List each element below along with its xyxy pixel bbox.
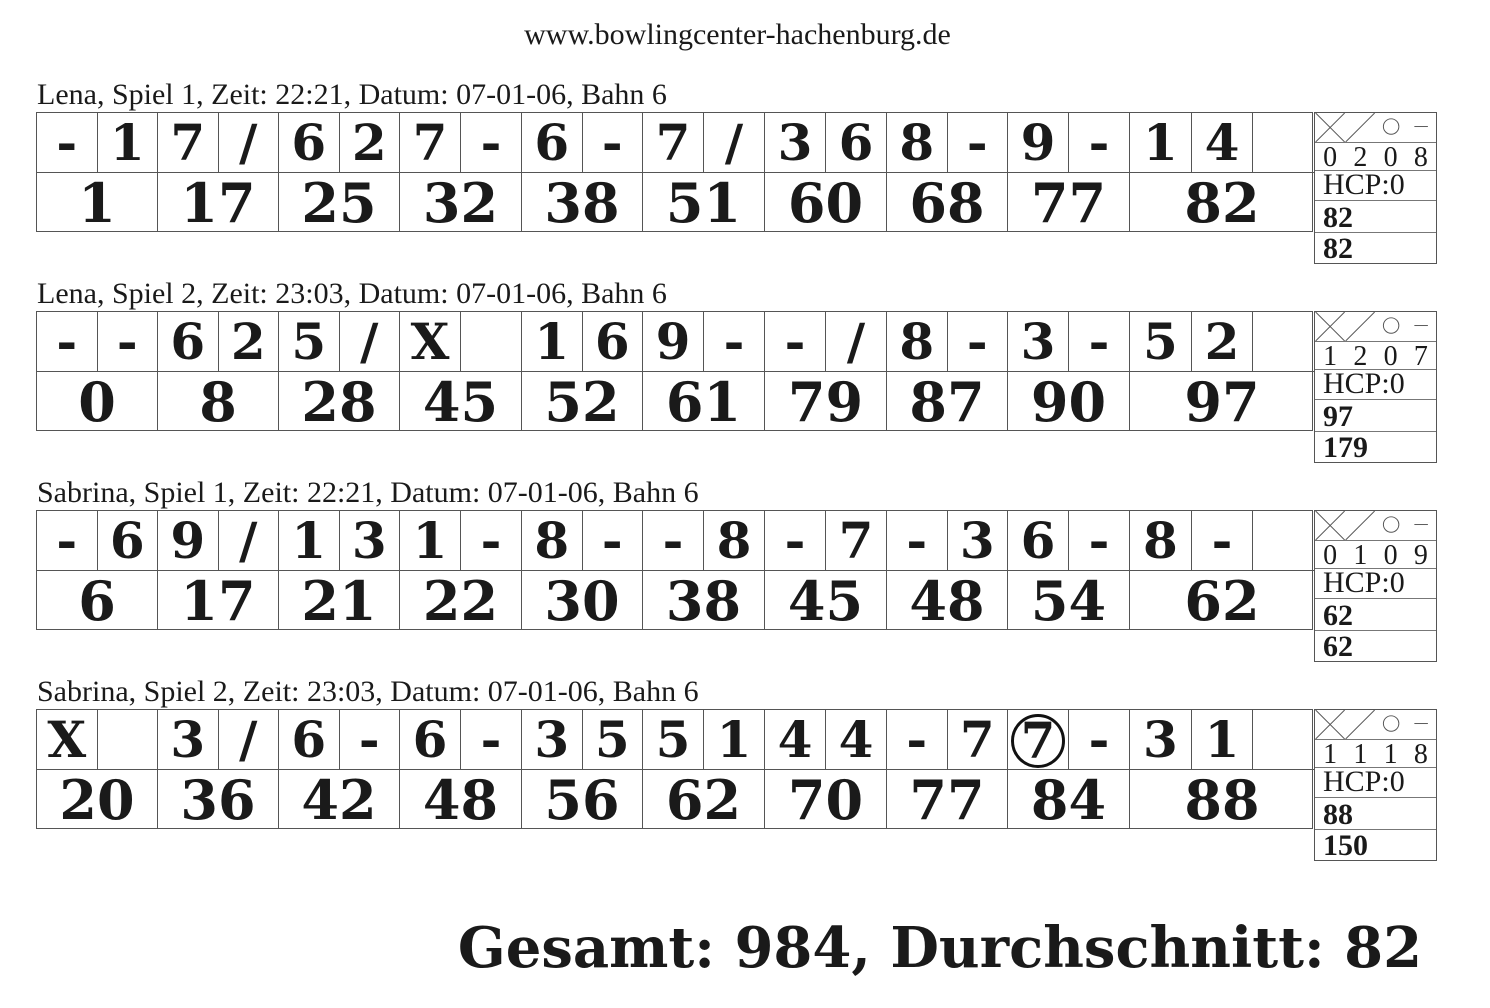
- frame-rolls: [279, 511, 399, 571]
- roll-2: 4: [1191, 113, 1253, 172]
- frame-rolls: [158, 710, 278, 770]
- stats-symbol-row: [1315, 312, 1436, 342]
- frame-3: [279, 511, 400, 633]
- stats-count: 8: [1413, 739, 1428, 770]
- split-roll: 7: [1011, 714, 1065, 768]
- miss-symbol-icon: [1406, 511, 1436, 540]
- roll-2: 2: [218, 312, 279, 371]
- roll-1: 5: [291, 312, 327, 371]
- frame-rolls: [887, 511, 1007, 571]
- roll-2: /: [339, 312, 400, 371]
- frame-rolls: [279, 113, 399, 173]
- miss-symbol-icon: [1406, 710, 1436, 739]
- frame-rolls: [279, 312, 399, 372]
- frame-cumulative-score: 22: [422, 569, 499, 633]
- frame-9: [1008, 511, 1130, 633]
- frame-cumulative-score: 42: [301, 768, 377, 832]
- stats-count: 0: [1323, 142, 1338, 173]
- roll-1: X: [410, 312, 450, 371]
- score-sheet: [36, 311, 1440, 466]
- stats-count: 1: [1323, 739, 1338, 770]
- roll-1: -: [662, 511, 684, 570]
- stats-symbol-row: [1315, 511, 1436, 541]
- frame-cumulative-score: 32: [422, 171, 499, 235]
- roll-2: 4: [825, 710, 886, 769]
- stats-count: 1: [1353, 540, 1368, 571]
- roll-1: 6: [170, 312, 206, 371]
- roll-1: -: [784, 312, 806, 371]
- roll-2: 1: [703, 710, 764, 769]
- frame-rolls: [522, 113, 642, 173]
- roll-1: 6: [291, 113, 327, 172]
- game-score: 97: [1315, 402, 1436, 432]
- roll-1: 8: [899, 312, 935, 371]
- stats-count: 0: [1323, 540, 1338, 571]
- frame-9: [1008, 312, 1130, 434]
- roll-1: 6: [291, 710, 327, 769]
- frame-rolls: [1130, 511, 1314, 571]
- frame-8: [887, 312, 1008, 434]
- roll-3: [1252, 113, 1314, 172]
- roll-2: -: [460, 113, 521, 172]
- roll-1: 5: [655, 710, 691, 769]
- split-symbol-icon: [1376, 113, 1406, 142]
- frame-cumulative-score: 28: [301, 370, 377, 434]
- stats-counts: [1315, 740, 1436, 768]
- frame-cumulative-score: 17: [180, 171, 256, 235]
- frame-rolls: [522, 312, 642, 372]
- frame-2: [158, 710, 279, 832]
- split-symbol-icon: [1376, 312, 1406, 341]
- roll-2: -: [947, 113, 1008, 172]
- frame-rolls: [158, 312, 278, 372]
- frame-cumulative-score: 21: [301, 569, 377, 633]
- roll-1: 3: [534, 710, 570, 769]
- stats-count: 2: [1353, 341, 1368, 372]
- roll-2: /: [218, 113, 279, 172]
- frame-cumulative-score: 45: [422, 370, 499, 434]
- roll-2: -: [1068, 113, 1129, 172]
- miss-symbol-icon: [1406, 312, 1436, 341]
- stats-count: 0: [1383, 341, 1398, 372]
- frame-rolls: [1130, 113, 1314, 173]
- frame-cumulative-score: 84: [1030, 768, 1107, 832]
- frame-rolls: [887, 710, 1007, 770]
- frame-rolls: [765, 511, 886, 571]
- roll-2: [460, 312, 521, 371]
- roll-3: [1252, 312, 1314, 371]
- stats-counts: [1315, 143, 1436, 171]
- game-block: [36, 476, 1440, 665]
- running-total: 82: [1323, 232, 1353, 265]
- roll-2: -: [582, 113, 643, 172]
- game-block: [36, 277, 1440, 466]
- strike-symbol-icon: [1315, 312, 1345, 341]
- spare-symbol-icon: [1345, 312, 1375, 341]
- roll-1: 8: [1142, 511, 1178, 570]
- frame-1: [37, 312, 158, 434]
- frame-cumulative-score: 90: [1030, 370, 1107, 434]
- roll-1: 7: [412, 113, 448, 172]
- roll-2: 2: [339, 113, 400, 172]
- frame-rolls: [37, 312, 157, 372]
- frame-7: [765, 710, 887, 832]
- game-score: 82: [1315, 203, 1436, 233]
- frame-1: [37, 710, 158, 832]
- frame-5: [522, 511, 643, 633]
- frame-cumulative-score: 1: [78, 171, 116, 235]
- frame-rolls: [1008, 511, 1129, 571]
- roll-2: -: [460, 511, 521, 570]
- frame-cumulative-score: 70: [787, 768, 864, 832]
- frame-cumulative-score: 0: [78, 370, 116, 434]
- game-score: 62: [1315, 601, 1436, 631]
- roll-2: /: [218, 511, 279, 570]
- strike-symbol-icon: [1315, 511, 1345, 540]
- score-sheet: [36, 709, 1440, 864]
- frame-cumulative-score: 38: [544, 171, 620, 235]
- frame-rolls: [400, 710, 521, 770]
- roll-2: -: [339, 710, 400, 769]
- roll-1: 9: [170, 511, 206, 570]
- frame-4: [400, 511, 522, 633]
- frame-7: [765, 312, 887, 434]
- frame-rolls: [1130, 312, 1314, 372]
- frame-cumulative-score: 25: [301, 171, 377, 235]
- roll-1: 1: [1142, 113, 1178, 172]
- game-stats-box: [1314, 112, 1437, 264]
- stats-count: 9: [1413, 540, 1428, 571]
- frame-cumulative-score: 52: [544, 370, 620, 434]
- roll-2: [97, 710, 158, 769]
- frame-10: [1130, 710, 1314, 832]
- score-sheet: [36, 112, 1440, 267]
- stats-symbol-row: [1315, 113, 1436, 143]
- frame-cumulative-score: 8: [199, 370, 237, 434]
- frame-cumulative-score: 62: [665, 768, 742, 832]
- frame-3: [279, 113, 400, 235]
- frame-rolls: [765, 710, 886, 770]
- frame-5: [522, 113, 643, 235]
- roll-1: -: [784, 511, 806, 570]
- frame-cumulative-score: 36: [180, 768, 256, 832]
- game-stats-box: [1314, 510, 1437, 662]
- roll-1: 6: [412, 710, 448, 769]
- frame-cumulative-score: 79: [787, 370, 864, 434]
- frame-cumulative-score: 87: [909, 370, 985, 434]
- frame-rolls: [37, 113, 157, 173]
- frame-cumulative-score: 30: [544, 569, 620, 633]
- roll-1: 6: [534, 113, 570, 172]
- frame-cumulative-score: 48: [909, 569, 985, 633]
- frame-rolls: [765, 312, 886, 372]
- stats-count: 7: [1413, 341, 1428, 372]
- frame-7: [765, 511, 887, 633]
- roll-1: 9: [1020, 113, 1056, 172]
- frame-rolls: [279, 710, 399, 770]
- frame-rolls: [37, 710, 157, 770]
- frame-cumulative-score: 82: [1184, 171, 1260, 235]
- frame-rolls: [643, 312, 764, 372]
- roll-1: 9: [655, 312, 691, 371]
- frame-rolls: [887, 312, 1007, 372]
- miss-symbol-icon: [1406, 113, 1436, 142]
- frame-rolls: [400, 113, 521, 173]
- frame-rolls: [522, 511, 642, 571]
- running-total: 62: [1323, 630, 1353, 663]
- frame-10: [1130, 312, 1314, 434]
- roll-3: [1252, 511, 1314, 570]
- stats-count: 0: [1383, 540, 1398, 571]
- frame-rolls: [887, 113, 1007, 173]
- frame-row: [36, 112, 1313, 235]
- roll-2: -: [1191, 511, 1253, 570]
- game-stats-box: [1314, 709, 1437, 861]
- frame-rolls: [158, 511, 278, 571]
- roll-1: -: [56, 312, 78, 371]
- roll-2: /: [218, 710, 279, 769]
- game-stats-box: [1314, 311, 1437, 463]
- frame-6: [643, 113, 765, 235]
- handicap: HCP:0: [1315, 569, 1436, 599]
- roll-1: 5: [1142, 312, 1178, 371]
- roll-2: 2: [1191, 312, 1253, 371]
- stats-symbol-row: [1315, 710, 1436, 740]
- frame-rolls: [643, 511, 764, 571]
- roll-2: 8: [703, 511, 764, 570]
- strike-symbol-icon: [1315, 113, 1345, 142]
- roll-1: 8: [534, 511, 570, 570]
- frame-8: [887, 710, 1008, 832]
- roll-1: 8: [899, 113, 935, 172]
- roll-2: 6: [825, 113, 886, 172]
- roll-1: 3: [777, 113, 813, 172]
- frame-row: [36, 709, 1313, 832]
- handicap: HCP:0: [1315, 768, 1436, 798]
- roll-2: 5: [582, 710, 643, 769]
- frame-cumulative-score: 88: [1184, 768, 1260, 832]
- frame-rolls: [400, 511, 521, 571]
- frame-9: [1008, 113, 1130, 235]
- frame-4: [400, 113, 522, 235]
- stats-count: 1: [1383, 739, 1398, 770]
- roll-2: -: [1068, 511, 1129, 570]
- roll-2: 6: [582, 312, 643, 371]
- frame-2: [158, 511, 279, 633]
- frame-6: [643, 511, 765, 633]
- running-total: 150: [1323, 829, 1368, 862]
- frame-cumulative-score: 77: [909, 768, 985, 832]
- roll-1: -: [906, 511, 928, 570]
- roll-1: 3: [170, 710, 206, 769]
- score-sheet: [36, 510, 1440, 665]
- stats-counts: [1315, 342, 1436, 370]
- roll-2: -: [947, 312, 1008, 371]
- roll-2: /: [825, 312, 886, 371]
- frame-10: [1130, 113, 1314, 235]
- summary-total: Gesamt: 984, Durchschnitt: 82: [457, 915, 1423, 981]
- roll-2: -: [703, 312, 764, 371]
- frame-1: [37, 113, 158, 235]
- frame-4: [400, 312, 522, 434]
- frame-cumulative-score: 62: [1184, 569, 1260, 633]
- frame-2: [158, 312, 279, 434]
- frame-row: [36, 311, 1313, 434]
- handicap: HCP:0: [1315, 370, 1436, 400]
- frame-rolls: [643, 113, 764, 173]
- frame-cumulative-score: 51: [665, 171, 742, 235]
- stats-count: 1: [1323, 341, 1338, 372]
- frame-cumulative-score: 45: [787, 569, 864, 633]
- spare-symbol-icon: [1345, 710, 1375, 739]
- frame-6: [643, 312, 765, 434]
- frame-5: [522, 710, 643, 832]
- frame-cumulative-score: 97: [1184, 370, 1260, 434]
- spare-symbol-icon: [1345, 511, 1375, 540]
- roll-1: 1: [534, 312, 570, 371]
- game-block: [36, 675, 1440, 864]
- handicap: HCP:0: [1315, 171, 1436, 201]
- roll-2: /: [703, 113, 764, 172]
- frame-cumulative-score: 77: [1030, 171, 1107, 235]
- frame-cumulative-score: 48: [422, 768, 499, 832]
- running-total: 179: [1323, 431, 1368, 464]
- roll-1: 3: [1142, 710, 1178, 769]
- frame-8: [887, 511, 1008, 633]
- frame-10: [1130, 511, 1314, 633]
- stats-count: 2: [1353, 142, 1368, 173]
- roll-1: X: [47, 710, 87, 769]
- stats-counts: [1315, 541, 1436, 569]
- roll-2: -: [97, 312, 158, 371]
- roll-1: 1: [412, 511, 448, 570]
- frame-3: [279, 710, 400, 832]
- stats-count: 0: [1383, 142, 1398, 173]
- game-title: Lena, Spiel 2, Zeit: 23:03, Datum: 07-01-06, Bahn 6: [37, 277, 667, 310]
- roll-1: -: [56, 113, 78, 172]
- site-url: www.bowlingcenter-hachenburg.de: [524, 18, 951, 51]
- game-title: Lena, Spiel 1, Zeit: 22:21, Datum: 07-01-06, Bahn 6: [37, 78, 667, 111]
- frame-row: [36, 510, 1313, 633]
- frame-5: [522, 312, 643, 434]
- roll-1: -: [56, 511, 78, 570]
- game-title: Sabrina, Spiel 2, Zeit: 23:03, Datum: 07-01-06, Bahn 6: [37, 675, 699, 708]
- frame-rolls: [158, 113, 278, 173]
- roll-2: -: [1068, 312, 1129, 371]
- roll-2: -: [582, 511, 643, 570]
- roll-2: 1: [1191, 710, 1253, 769]
- frame-cumulative-score: 17: [180, 569, 256, 633]
- frame-1: [37, 511, 158, 633]
- roll-1: 1: [291, 511, 327, 570]
- frame-rolls: [643, 710, 764, 770]
- split-symbol-icon: [1376, 710, 1406, 739]
- roll-2: 7: [947, 710, 1008, 769]
- frame-cumulative-score: 60: [787, 171, 864, 235]
- roll-1: 7: [655, 113, 691, 172]
- frame-rolls: [522, 710, 642, 770]
- roll-2: 3: [947, 511, 1008, 570]
- frame-4: [400, 710, 522, 832]
- roll-3: [1252, 710, 1314, 769]
- split-symbol-icon: [1376, 511, 1406, 540]
- game-title: Sabrina, Spiel 1, Zeit: 22:21, Datum: 07-01-06, Bahn 6: [37, 476, 699, 509]
- frame-2: [158, 113, 279, 235]
- roll-2: 7: [825, 511, 886, 570]
- frame-3: [279, 312, 400, 434]
- frame-rolls: [1008, 113, 1129, 173]
- frame-rolls: [37, 511, 157, 571]
- roll-1: 7: [170, 113, 206, 172]
- frame-7: [765, 113, 887, 235]
- game-score: 88: [1315, 800, 1436, 830]
- frame-cumulative-score: 54: [1030, 569, 1107, 633]
- roll-1: [1008, 710, 1068, 769]
- strike-symbol-icon: [1315, 710, 1345, 739]
- roll-1: -: [906, 710, 928, 769]
- roll-2: 6: [97, 511, 158, 570]
- frame-rolls: [1008, 312, 1129, 372]
- spare-symbol-icon: [1345, 113, 1375, 142]
- frame-rolls: [400, 312, 521, 372]
- frame-cumulative-score: 61: [665, 370, 742, 434]
- roll-2: 3: [339, 511, 400, 570]
- roll-2: 1: [97, 113, 158, 172]
- frame-rolls: [1008, 710, 1129, 770]
- frame-9: [1008, 710, 1130, 832]
- roll-1: 6: [1020, 511, 1056, 570]
- frame-cumulative-score: 38: [665, 569, 742, 633]
- roll-2: -: [460, 710, 521, 769]
- frame-cumulative-score: 6: [78, 569, 116, 633]
- roll-1: 4: [777, 710, 813, 769]
- frame-rolls: [1130, 710, 1314, 770]
- stats-count: 8: [1413, 142, 1428, 173]
- game-block: [36, 78, 1440, 267]
- frame-cumulative-score: 68: [909, 171, 985, 235]
- roll-1: 3: [1020, 312, 1056, 371]
- frame-rolls: [765, 113, 886, 173]
- stats-count: 1: [1353, 739, 1368, 770]
- frame-6: [643, 710, 765, 832]
- frame-cumulative-score: 20: [59, 768, 135, 832]
- roll-2: -: [1068, 710, 1129, 769]
- frame-cumulative-score: 56: [544, 768, 620, 832]
- frame-8: [887, 113, 1008, 235]
